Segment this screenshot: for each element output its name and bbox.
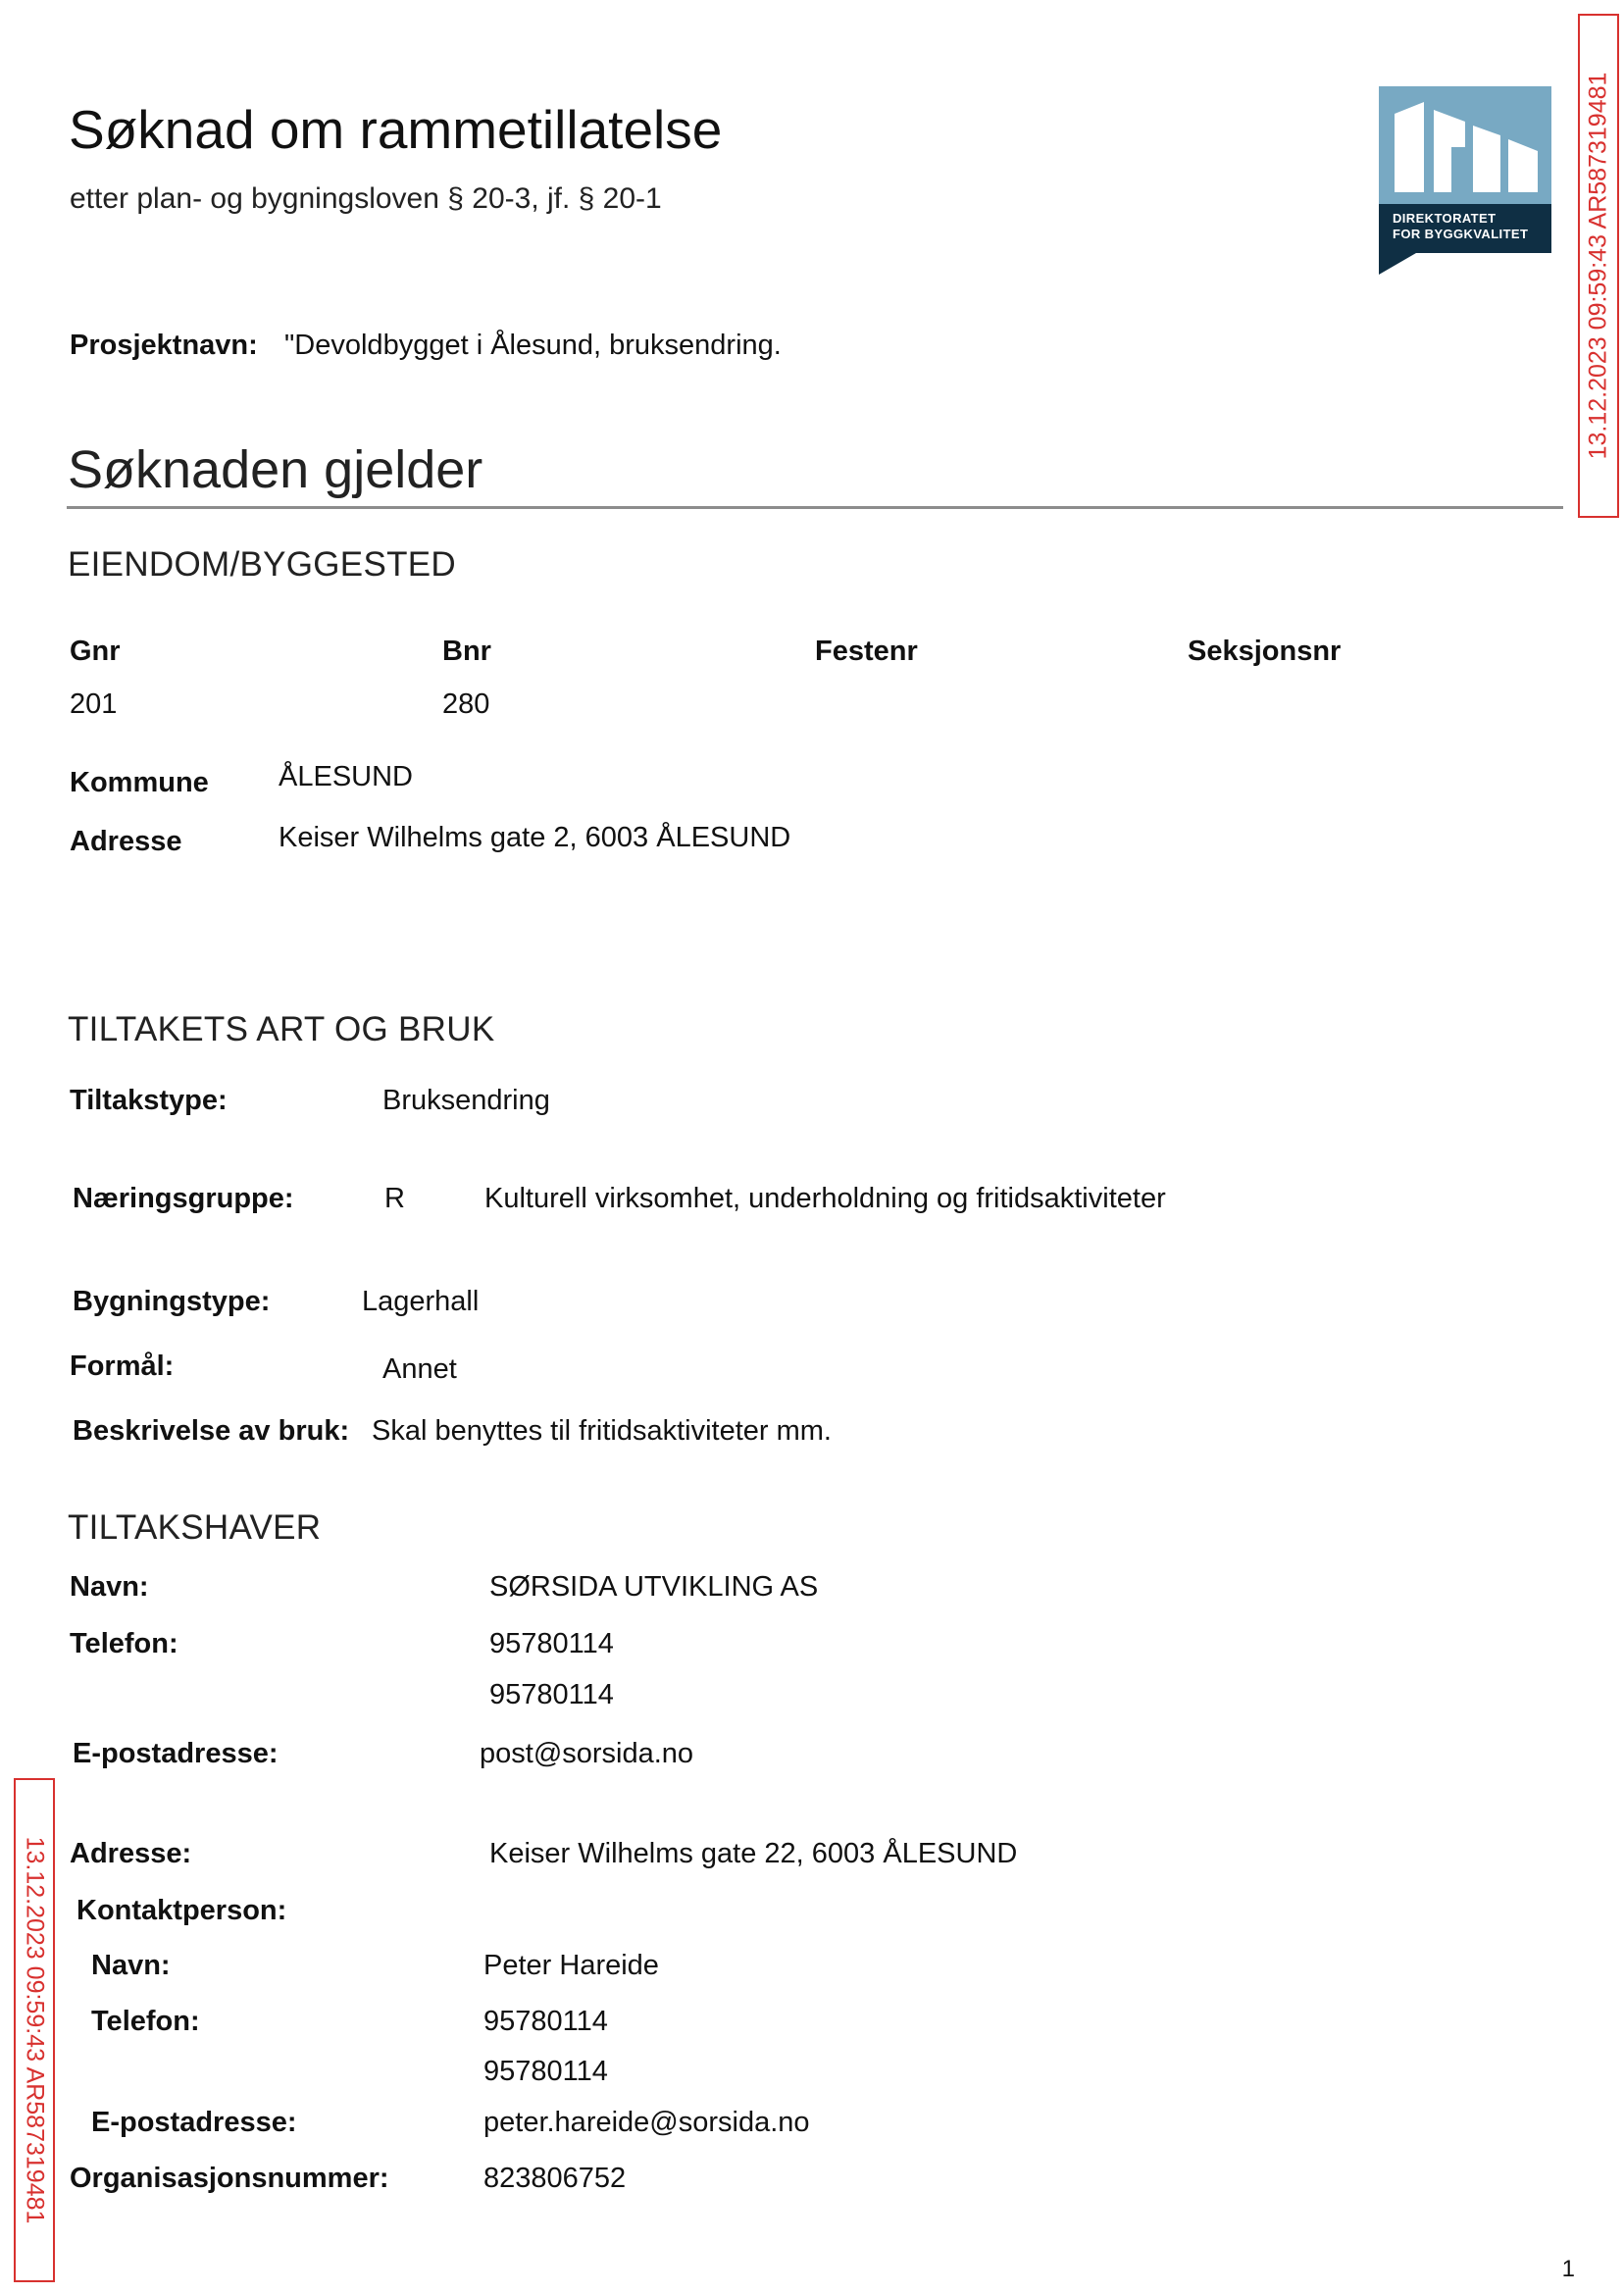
- tiltakstype-value: Bruksendring: [382, 1085, 550, 1116]
- logo-line-1: DIREKTORATET: [1393, 211, 1497, 226]
- section-divider: [67, 506, 1563, 509]
- project-label: Prosjektnavn:: [70, 330, 258, 361]
- kontakt-navn-value: Peter Hareide: [483, 1950, 659, 1981]
- formal-value: Annet: [382, 1353, 457, 1385]
- document-subtitle: etter plan- og bygningsloven § 20-3, jf. § 20-1: [70, 182, 662, 215]
- naeringsgruppe-code: R: [384, 1183, 405, 1214]
- kontakt-epost-label: E-postadresse:: [91, 2107, 297, 2138]
- timestamp-stamp-left: [14, 1778, 55, 2282]
- seksjonsnr-label: Seksjonsnr: [1188, 636, 1342, 667]
- gnr-value: 201: [70, 688, 118, 720]
- timestamp-stamp-right: [1578, 14, 1619, 518]
- eiendom-heading: EIENDOM/BYGGESTED: [68, 545, 456, 584]
- epost-value: post@sorsida.no: [480, 1738, 694, 1769]
- kontakt-telefon-value-1: 95780114: [483, 2006, 608, 2037]
- kontaktperson-label: Kontaktperson:: [76, 1895, 287, 1926]
- bnr-label: Bnr: [442, 636, 491, 667]
- building-logo-icon: [1379, 86, 1551, 204]
- logo-line-2: FOR BYGGKVALITET: [1393, 227, 1529, 241]
- telefon-label: Telefon:: [70, 1628, 178, 1659]
- naeringsgruppe-label: Næringsgruppe:: [73, 1183, 294, 1214]
- formal-label: Formål:: [70, 1351, 175, 1382]
- kontakt-epost-value: peter.hareide@sorsida.no: [483, 2107, 810, 2138]
- kontakt-telefon-value-2: 95780114: [483, 2056, 608, 2087]
- tiltakstype-label: Tiltakstype:: [70, 1085, 228, 1116]
- orgnr-label: Organisasjonsnummer:: [70, 2163, 389, 2194]
- orgnr-value: 823806752: [483, 2163, 627, 2194]
- navn-label: Navn:: [70, 1571, 149, 1603]
- kontakt-navn-label: Navn:: [91, 1950, 171, 1981]
- beskrivelse-value: Skal benyttes til fritidsaktiviteter mm.: [372, 1415, 832, 1447]
- epost-label: E-postadresse:: [73, 1738, 279, 1769]
- bnr-value: 280: [442, 688, 490, 720]
- tiltakshaver-adresse-label: Adresse:: [70, 1838, 192, 1869]
- festenr-label: Festenr: [815, 636, 918, 667]
- stamp-text-left: 13.12.2023 09:59:43 AR587319481: [21, 1836, 49, 2224]
- telefon-value-1: 95780114: [489, 1628, 614, 1659]
- page-number: 1: [1561, 2256, 1575, 2282]
- project-value: "Devoldbygget i Ålesund, bruksendring.: [284, 330, 782, 361]
- gnr-label: Gnr: [70, 636, 121, 667]
- adresse-label: Adresse: [70, 826, 182, 857]
- navn-value: SØRSIDA UTVIKLING AS: [489, 1571, 819, 1603]
- adresse-value: Keiser Wilhelms gate 2, 6003 ÅLESUND: [279, 822, 791, 853]
- stamp-text-right: 13.12.2023 09:59:43 AR587319481: [1584, 72, 1612, 460]
- bygningstype-label: Bygningstype:: [73, 1286, 271, 1317]
- naeringsgruppe-value: Kulturell virksomhet, underholdning og fritidsaktiviteter: [484, 1183, 1166, 1214]
- telefon-value-2: 95780114: [489, 1679, 614, 1710]
- kommune-label: Kommune: [70, 767, 209, 798]
- kontakt-telefon-label: Telefon:: [91, 2006, 200, 2037]
- tiltakshaver-adresse-value: Keiser Wilhelms gate 22, 6003 ÅLESUND: [489, 1838, 1018, 1869]
- kommune-value: ÅLESUND: [279, 761, 413, 792]
- beskrivelse-label: Beskrivelse av bruk:: [73, 1415, 350, 1447]
- dibk-logo: [1379, 86, 1551, 275]
- tiltakshaver-heading: TILTAKSHAVER: [68, 1508, 322, 1547]
- tiltak-heading: TILTAKETS ART OG BRUK: [68, 1010, 495, 1048]
- document-title: Søknad om rammetillatelse: [69, 99, 723, 160]
- bygningstype-value: Lagerhall: [362, 1286, 480, 1317]
- section-title: Søknaden gjelder: [68, 440, 483, 499]
